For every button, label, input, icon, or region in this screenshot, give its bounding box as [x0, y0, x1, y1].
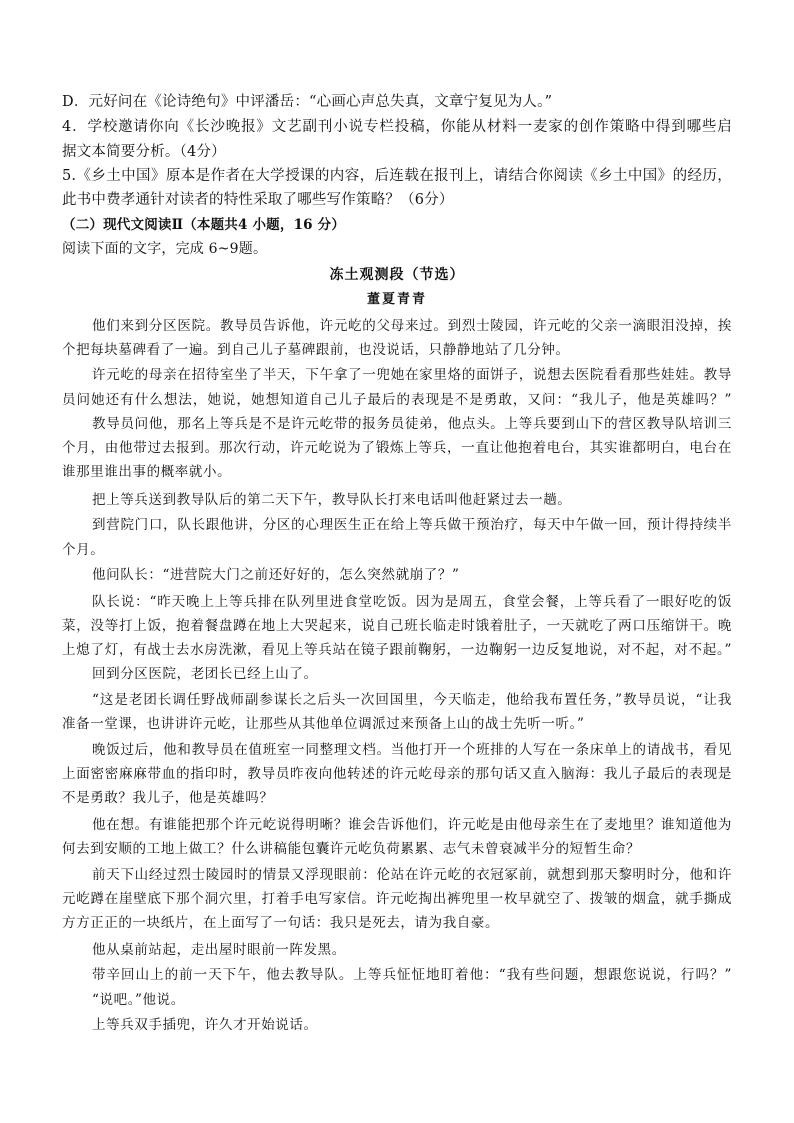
story-line: 不是勇敢？我儿子，他是英雄吗？: [62, 790, 274, 806]
story-line: 他从桌前站起，走出屋时眼前一阵发黑。: [92, 942, 346, 958]
story-line: 个把每块墓碑看了一遍。到自己儿子墓碑跟前，也没说话，只静静地站了几分钟。: [62, 342, 570, 358]
story-line: 元屹蹲在崖壁底下那个洞穴里，打着手电写家信。许元屹掏出裤兜里一枚早就空了、拨皱的烟盒，就手撕成: [62, 891, 732, 907]
story-line: 前天下山经过烈士陵园时的情景又浮现眼前：伦站在许元屹的衣冠冢前，就想到那天黎明时分，他和许: [92, 867, 732, 883]
story-line: 回到分区医院，老团长已经上山了。: [92, 666, 318, 682]
question-4-line-2: 据文本简要分析。（4分）: [62, 144, 226, 160]
question-5-line-1: 5.《乡土中国》原本是作者在大学授课的内容，后连载在报刊上，请结合你阅读《乡土中国》的经历，: [62, 168, 732, 184]
story-line: 个月。: [62, 542, 105, 558]
story-line: 准备一堂课，也讲讲许元屹，让那些从其他单位调派过来预备上山的战士先听一听。”: [62, 716, 585, 732]
story-title: 冻土观测段（节选）: [329, 267, 465, 283]
story-line: 到营院门口，队长跟他讲，分区的心理医生正在给上等兵做干预治疗，每天中午做一回，预计得持续半: [92, 517, 732, 533]
story-line: 他问队长：“进营院大门之前还好好的，怎么突然就崩了？”: [92, 567, 460, 583]
story-line: 上面密密麻麻带血的指印时，教导员昨夜向他转述的许元屹母亲的那句话又直入脑海：我儿子最后的表现是: [62, 766, 732, 782]
story-line: 何去到安顺的工地上做工？什么讲稿能包囊许元屹负荷累累、志气未曾衰减半分的短暂生命？: [62, 841, 641, 857]
story-line: 个月，由他带过去报到。那次行动，许元屹说为了锻炼上等兵，一直让他抱着电台，其实谁都明白，电台在: [62, 440, 732, 456]
story-line: 方方正正的一块纸片，在上面写了一句话：我只是死去，请为我自豪。: [62, 915, 500, 931]
option-d-text: D．元好问在《论诗绝句》中评潘岳：“心画心声总失真，文章宁复见为人。”: [62, 94, 553, 110]
story-line: 带辛回山上的前一天下午，他去教导队。上等兵怔怔地盯着他：“我有些问题，想跟您说说，行吗？”: [92, 967, 732, 983]
story-line: 菜，没等打上饭，抱着餐盘蹲在地上大哭起来，说自己班长临走时饿着肚子，一天就吃了两口压缩饼干。晚: [62, 618, 732, 634]
section-instruction: 阅读下面的文字，完成 6~9题。: [62, 241, 268, 257]
story-line: 教导员问他，那名上等兵是不是许元屹带的报务员徒弟，他点头。上等兵要到山下的营区教导队培训三: [92, 416, 732, 432]
section-heading: （二）现代文阅读Ⅱ（本题共4 小题，16 分）: [62, 217, 346, 233]
story-line: “这是老团长调任野战师副参谋长之后头一次回国里，今天临走，他给我布置任务，”教导员说，“让我: [92, 692, 732, 708]
question-5-line-2: 此书中费孝通针对读者的特性采取了哪些写作策略？（6分）: [62, 192, 454, 208]
story-line: 谁那里谁出事的概率就小。: [62, 464, 232, 480]
story-line: 许元屹的母亲在招待室坐了半天，下午拿了一兜她在家里烙的面饼子，说想去医院看看那些娃娃。教导: [92, 367, 732, 383]
story-line: 他们来到分区医院。教导员告诉他，许元屹的父母来过。到烈士陵园，许元屹的父亲一滴眼泪没掉，挨: [92, 318, 732, 334]
story-line: 上熄了灯，有战士去水房洗漱，看见上等兵站在镜子跟前鞠躬，一边鞠躬一边反复地说，对不起，对不起。”: [62, 642, 732, 658]
story-line: 上等兵双手插兜，许久才开始说话。: [92, 1017, 318, 1033]
story-line: 队长说：“昨天晚上上等兵排在队列里进食堂吃饭。因为是周五，食堂会餐，上等兵看了一眼好吃的饭: [92, 594, 732, 610]
story-line: “说吧。”他说。: [92, 992, 185, 1008]
question-4-line-1: 4．学校邀请你向《长沙晚报》文艺副刊小说专栏投稿，你能从材料一麦家的创作策略中得到哪些启: [62, 119, 732, 135]
story-line: 晚饭过后，他和教导员在值班室一同整理文档。当他打开一个班排的人写在一条床单上的请战书，看见: [92, 742, 732, 758]
story-line: 员问她还有什么想法，她说，她想知道自己儿子最后的表现是不是勇敢，又问：“我儿子，他是英雄吗？”: [62, 392, 732, 408]
story-line: 把上等兵送到教导队后的第二天下午，教导队长打来电话叫他赶紧过去一趟。: [92, 492, 572, 508]
story-author: 董夏青青: [366, 292, 427, 307]
story-line: 他在想。有谁能把那个许元屹说得明晰？谁会告诉他们，许元屹是由他母亲生在了麦地里？谁知道他为: [92, 817, 732, 833]
